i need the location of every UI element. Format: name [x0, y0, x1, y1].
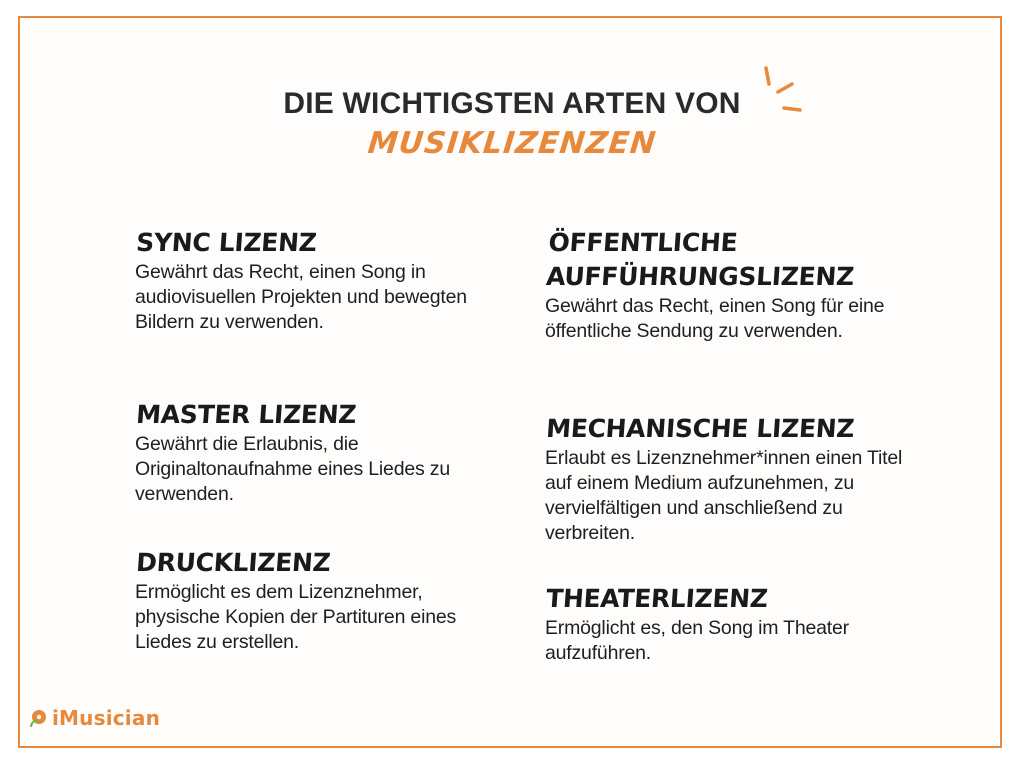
imusician-logo	[28, 706, 160, 730]
title-line-2: MUSIKLIZENZEN	[366, 126, 659, 161]
title-line-1: DIE WICHTIGSTEN ARTEN VON	[283, 87, 741, 120]
license-description: Gewährt das Recht, einen Song für eine öffentliche Sendung zu verwenden.	[545, 295, 885, 342]
license-description: Erlaubt es Lizenznehmer*innen einen Titel auf einem Medium aufzunehmen, zu vervielfältigen und anschließend zu verbreiten.	[545, 447, 903, 544]
license-heading: SYNC LIZENZ	[135, 228, 318, 257]
license-heading: ÖFFENTLICHE AUFFÜHRUNGSLIZENZ	[545, 228, 855, 291]
license-theater	[545, 582, 915, 666]
license-description: Gewährt die Erlaubnis, die Originaltonaufnahme eines Liedes zu verwenden.	[135, 433, 450, 505]
license-master	[135, 398, 495, 507]
spark-lines-icon	[760, 64, 806, 114]
license-sync	[135, 226, 495, 335]
license-description: Ermöglicht es, den Song im Theater aufzuführen.	[545, 617, 849, 664]
license-heading: MECHANISCHE LIZENZ	[545, 414, 856, 443]
logo-text: iMusician	[52, 706, 161, 730]
license-heading: DRUCKLIZENZ	[135, 548, 332, 577]
license-mechanische	[545, 412, 915, 546]
page-title	[0, 84, 1024, 164]
imusician-logo-icon	[28, 708, 48, 728]
license-heading: THEATERLIZENZ	[545, 584, 769, 613]
license-description: Gewährt das Recht, einen Song in audiovisuellen Projekten und bewegten Bildern zu verwenden.	[135, 261, 467, 333]
license-heading: MASTER LIZENZ	[135, 400, 358, 429]
license-description: Ermöglicht es dem Lizenznehmer, physische Kopien der Partituren eines Liedes zu erstellen.	[135, 581, 457, 653]
license-oeffentliche	[545, 226, 915, 344]
license-druck	[135, 546, 495, 655]
